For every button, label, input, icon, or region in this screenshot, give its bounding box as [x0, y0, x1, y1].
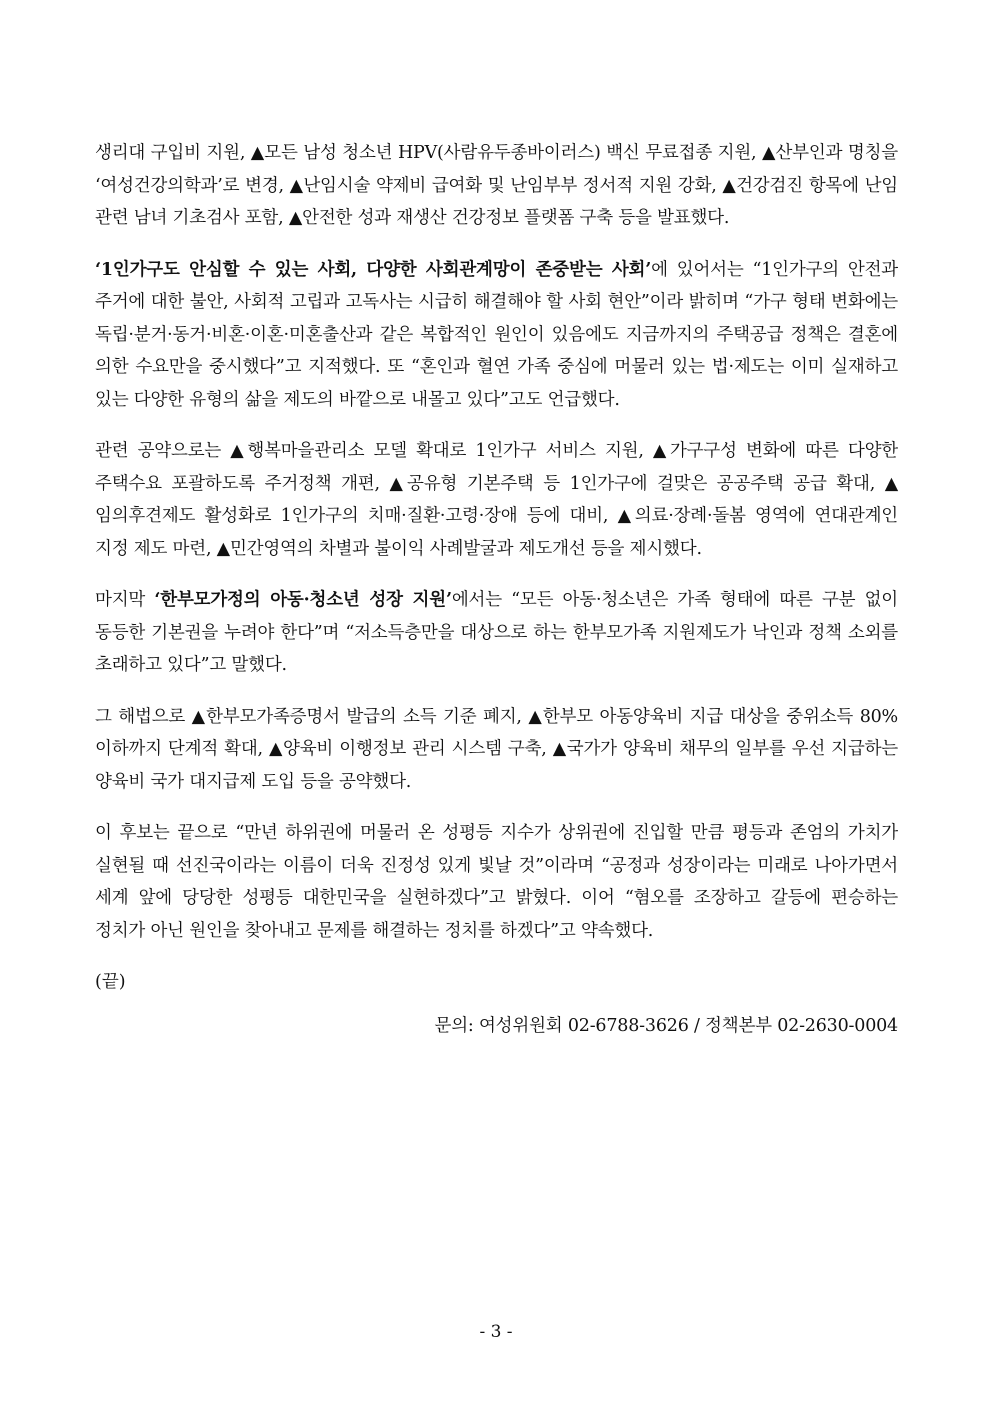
paragraph-4 — [95, 584, 898, 682]
contact-info: 문의: 여성위원회 02-6788-3626 / 정책본부 02-2630-0004 — [434, 1016, 898, 1036]
paragraph-2 — [95, 254, 898, 417]
paragraph-5 — [95, 701, 898, 799]
paragraph-text: 이 후보는 끝으로 “만년 하위권에 머물러 온 성평등 지수가 상위권에 진입할 만큼 평등과 존엄의 가치가 실현될 때 선진국이라는 이름이 더욱 진정성 있게 빛날 것”이라며 “공정과 성장이라는 미래로 나아가면서 세계 앞에 당당한 성평등 대한민국을 실현하겠다”고 밝혔다. 이어 “혐오를 조장하고 갈등에 편승하는 정치가 아닌 원인을 찾아내고 문제를 해결하는 정치를 하겠다”고 약속했다. — [95, 823, 898, 941]
paragraph-3 — [95, 435, 898, 565]
paragraph-text: 생리대 구입비 지원, ▲모든 남성 청소년 HPV(사람유두종바이러스) 백신 무료접종 지원, ▲산부인과 명칭을 ‘여성건강의학과’로 변경, ▲난임시술 약제비 급여화 및 난임부부 정서적 지원 강화, ▲건강검진 항목에 난임 관련 남녀 기초검사 포함, ▲안전한 성과 재생산 건강정보 플랫폼 구축 등을 발표했다. — [95, 143, 898, 228]
end-mark: (끝) — [95, 972, 126, 992]
page-number: - 3 - — [479, 1322, 513, 1342]
paragraph-text: 그 해법으로 ▲한부모가족증명서 발급의 소득 기준 폐지, ▲한부모 아동양육비 지급 대상을 중위소득 80% 이하까지 단계적 확대, ▲양육비 이행정보 관리 시스템 구축, ▲국가가 양육비 채무의 일부를 우선 지급하는 양육비 국가 대지급제 도입 등을 공약했다. — [95, 706, 898, 792]
document-body — [95, 137, 898, 1042]
paragraph-text: 마지막 — [95, 590, 155, 610]
paragraph-heading: ‘1인가구도 안심할 수 있는 사회, 다양한 사회관계망이 존중받는 사회’ — [95, 259, 652, 280]
paragraph-text: 관련 공약으로는 ▲행복마을관리소 모델 확대로 1인가구 서비스 지원, ▲가구구성 변화에 따른 다양한 주택수요 포괄하도록 주거정책 개편, ▲공유형 기본주택 등 1인가구에 걸맞은 공공주택 공급 확대, ▲임의후견제도 활성화로 1인가구의 치매·질환·고령·장애 등에 대비, ▲의료·장례·돌봄 영역에 연대관계인 지정 제도 마련, ▲민간영역의 차별과 불이익 사례발굴과 제도개선 등을 제시했다. — [95, 441, 898, 559]
paragraph-1 — [95, 137, 898, 235]
paragraph-text: 에서는 “모든 아동·청소년은 가족 형태에 따른 구분 없이 동등한 기본권을 누려야 한다”며 “저소득층만을 대상으로 하는 한부모가족 지원제도가 낙인과 정책 소외를 초래하고 있다”고 말했다. — [95, 590, 898, 675]
paragraph-text: 에 있어서는 “1인가구의 안전과 주거에 대한 불안, 사회적 고립과 고독사는 시급히 해결해야 할 사회 현안”이라 밝히며 “가구 형태 변화에는 독립·분거·동거·비혼·이혼·미혼출산과 같은 복합적인 원인이 있음에도 지금까지의 주택공급 정책은 결혼에 의한 수요만을 중시했다”고 지적했다. 또 “혼인과 혈연 가족 중심에 머물러 있는 법·제도는 이미 실재하고 있는 다양한 유형의 삶을 제도의 바깥으로 내몰고 있다”고도 언급했다. — [95, 259, 899, 410]
paragraph-6 — [95, 817, 898, 947]
paragraph-heading: ‘한부모가정의 아동·청소년 성장 지원’ — [154, 590, 452, 610]
